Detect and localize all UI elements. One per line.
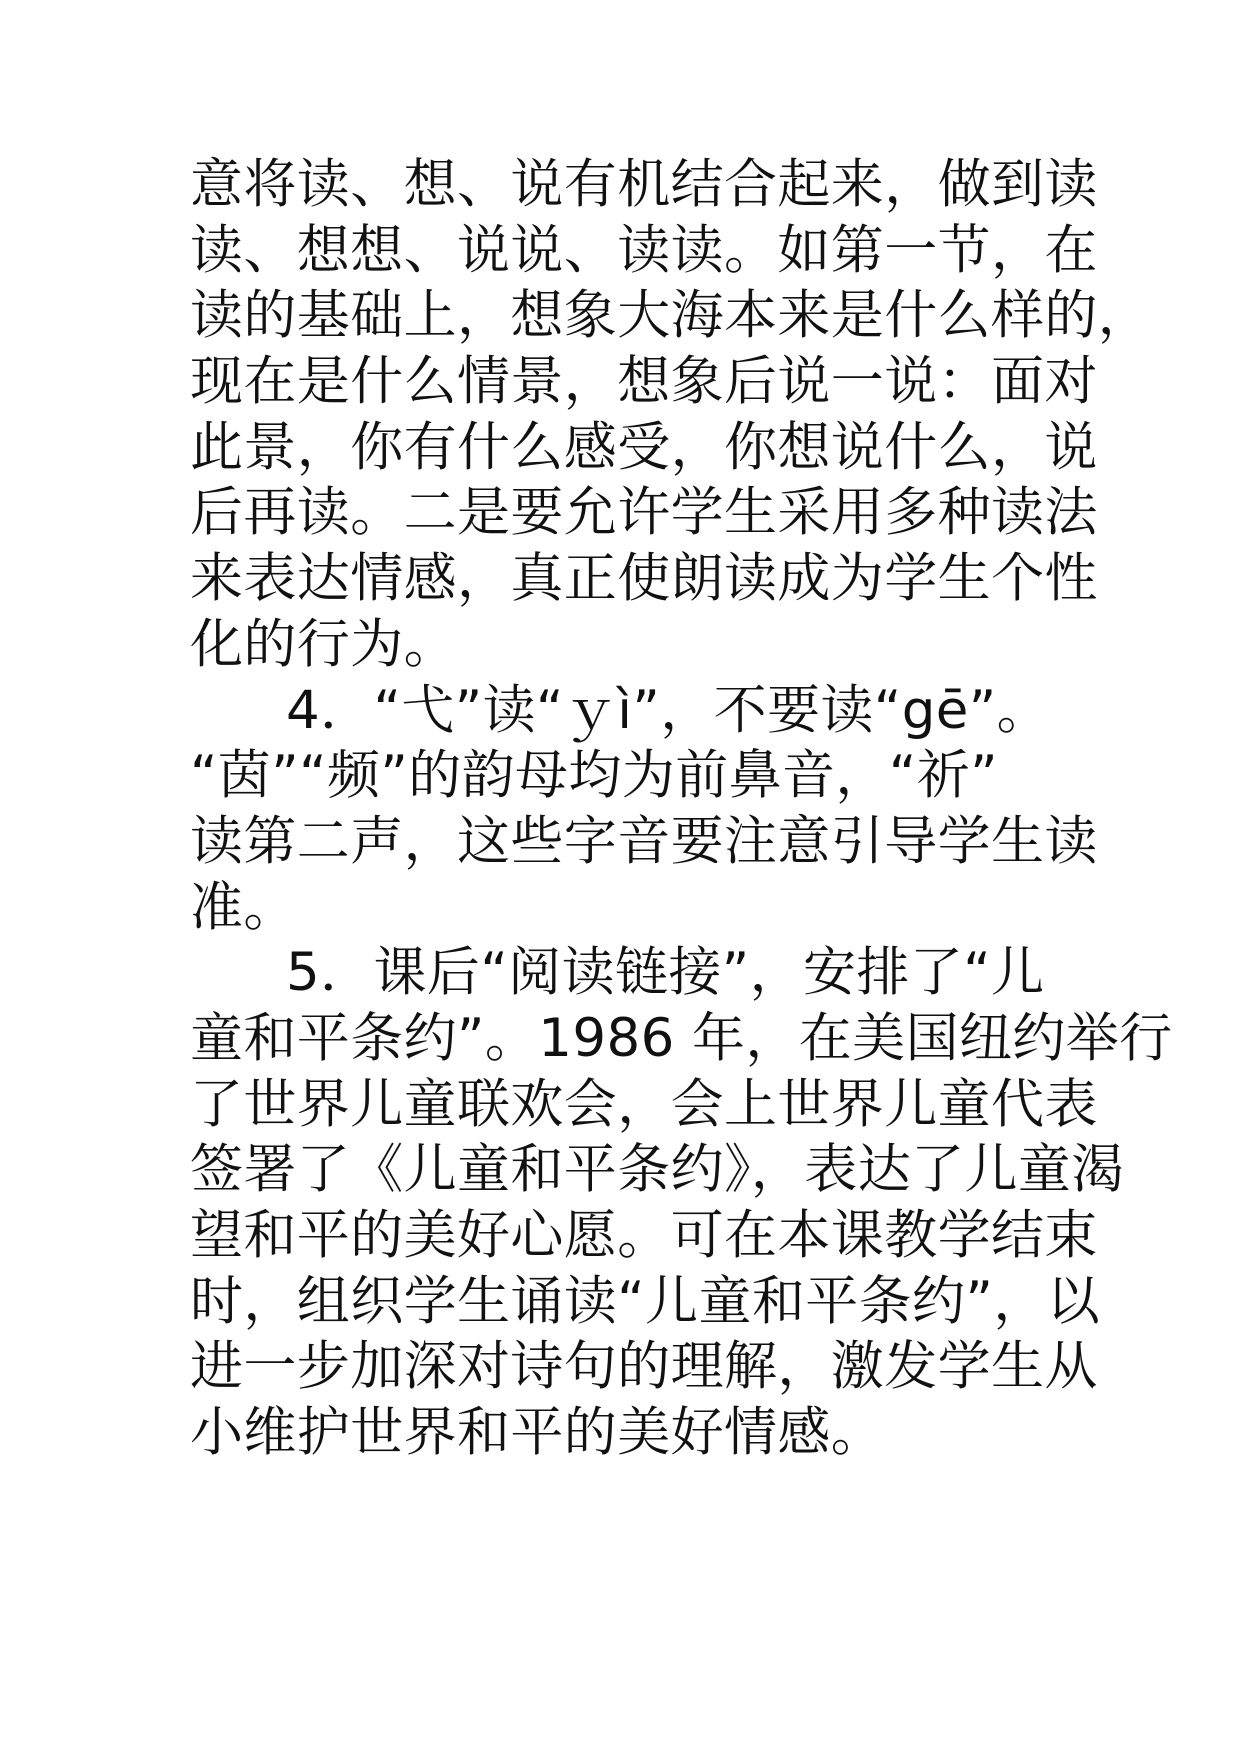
- text-line: 读第二声，这些字音要注意引导学生读: [190, 810, 1098, 872]
- paragraph-4-first-line: 4．“弋”读“ｙì”，不要读“gē”。: [286, 679, 1051, 741]
- text-line: 后再读。二是要允许学生采用多种读法: [190, 482, 1098, 544]
- text-line: 读、想想、说说、读读。如第一节，在: [190, 219, 1098, 281]
- text-line: 此景，你有什么感受，你想说什么，说: [190, 416, 1098, 478]
- text-line: 了世界儿童联欢会，会上世界儿童代表: [190, 1073, 1098, 1135]
- text-line: 时，组织学生诵读“儿童和平条约”，以: [190, 1270, 1101, 1332]
- text-line: 童和平条约”。1986 年，在美国纽约举行: [190, 1007, 1173, 1069]
- text-line: 读的基础上，想象大海本来是什么样的，: [190, 285, 1152, 347]
- text-line: 准。: [190, 876, 297, 938]
- text-line: 望和平的美好心愿。可在本课教学结束: [190, 1205, 1098, 1266]
- text-line: 现在是什么情景，想象后说一说：面对: [190, 351, 1098, 413]
- text-line: 小维护世界和平的美好情感。: [190, 1402, 885, 1464]
- text-line: 签署了《儿童和平条约》，表达了儿童渴: [190, 1139, 1125, 1201]
- text-line: 进一步加深对诗句的理解，激发学生从: [190, 1336, 1098, 1398]
- text-line: “茵”“频”的韵母均为前鼻音，“祈”: [190, 745, 998, 807]
- document-body: [190, 152, 1173, 1466]
- text-line: 来表达情感，真正使朗读成为学生个性: [190, 548, 1098, 610]
- text-line: 意将读、想、说有机结合起来，做到读: [190, 154, 1098, 215]
- text-line: 化的行为。: [190, 613, 457, 675]
- paragraph-5-first-line: 5．课后“阅读链接”，安排了“儿: [286, 942, 1045, 1004]
